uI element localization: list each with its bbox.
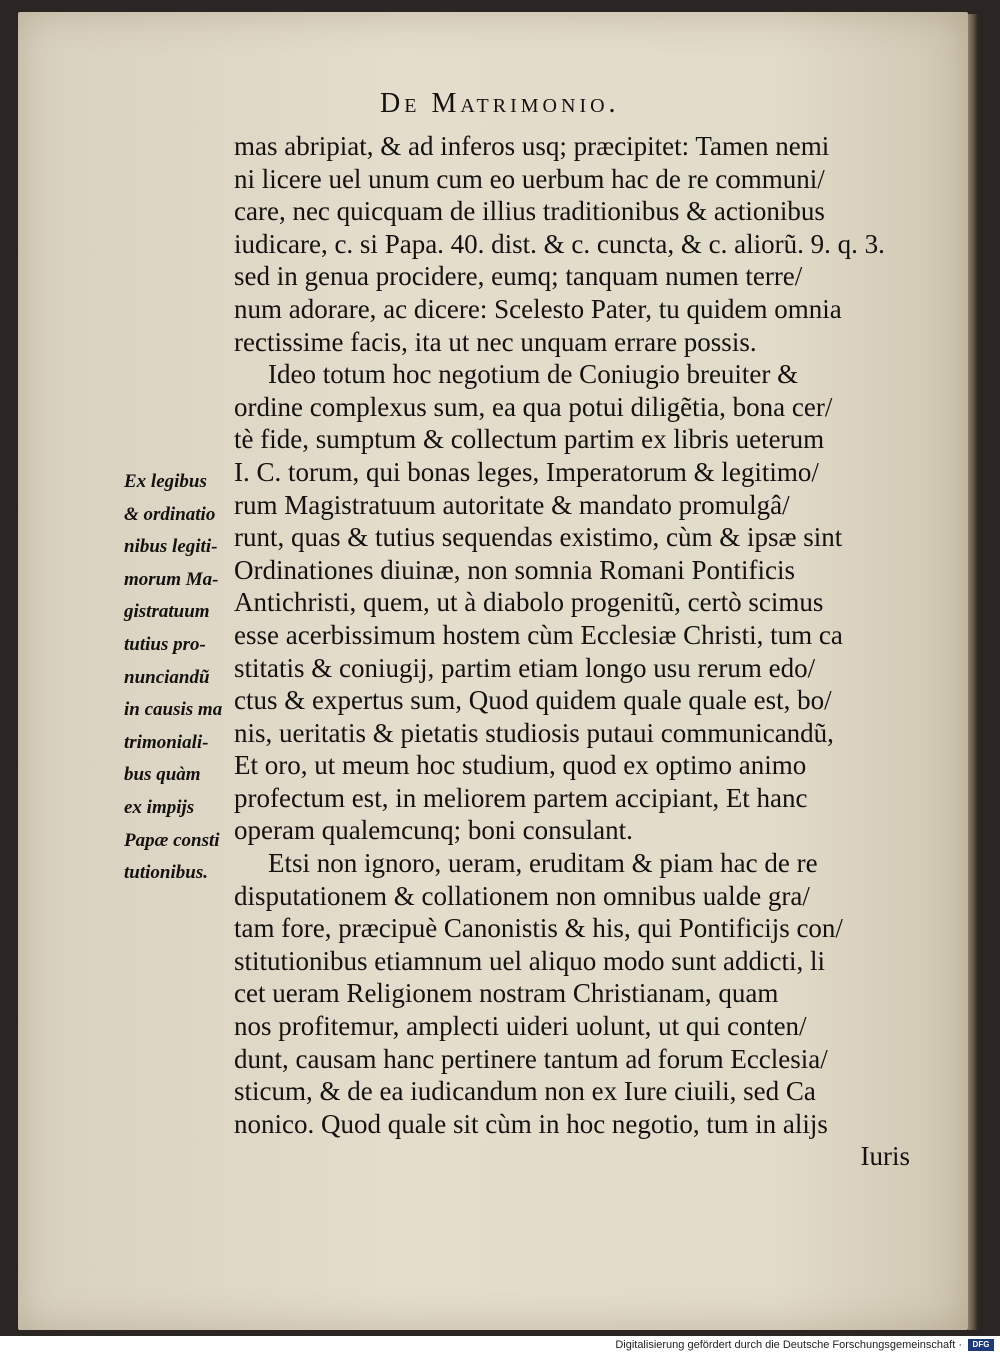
text-line: operam qualemcunq; boni consulant. <box>234 815 633 846</box>
margin-note-line: in causis ma <box>124 699 223 721</box>
text-line: runt, quas & tutius sequendas existimo, cùm & ipsæ sint <box>234 522 843 553</box>
text-line: ctus & expertus sum, Quod quidem quale quale est, bo/ <box>234 685 832 716</box>
catchword: Iuris <box>860 1141 910 1172</box>
text-line: Ordinationes diuinæ, non somnia Romani Pontificis <box>234 554 795 585</box>
margin-note <box>124 466 244 890</box>
margin-note-line: gistratuum <box>124 601 210 623</box>
text-line: I. C. torum, qui bonas leges, Imperatorum & legitimo/ <box>234 456 819 487</box>
margin-note-line: ex impijs <box>124 796 195 818</box>
margin-note-line: Papæ consti <box>124 829 220 851</box>
funding-credit: Digitalisierung gefördert durch die Deutsche Forschungsgemeinschaft · <box>615 1339 962 1351</box>
text-line: ni licere uel unum cum eo uerbum hac de re communi/ <box>234 163 825 194</box>
margin-note-line: nibus legiti- <box>124 536 218 558</box>
margin-note-line: trimoniali- <box>124 731 209 753</box>
text-line: rectissime facis, ita ut nec unquam errare possis. <box>234 326 757 357</box>
text-line: tam fore, præcipuè Canonistis & his, qui Pontificijs con/ <box>234 913 843 944</box>
text-line: nis, ueritatis & pietatis studiosis putaui communicandũ, <box>234 717 834 748</box>
text-line: esse acerbissimum hostem cùm Ecclesiæ Christi, tum ca <box>234 619 843 650</box>
text-line: stitutionibus etiamnum uel aliquo modo sunt addicti, li <box>234 945 825 976</box>
text-line: rum Magistratuum autoritate & mandato promulgâ/ <box>234 489 790 520</box>
text-line: disputationem & collationem non omnibus ualde gra/ <box>234 880 810 911</box>
text-line: stitatis & coniugij, partim etiam longo usu rerum edo/ <box>234 652 816 683</box>
text-line: num adorare, ac dicere: Scelesto Pater, tu quidem omnia <box>234 293 842 324</box>
footer-bar <box>0 1336 1000 1354</box>
body-text <box>234 130 914 1173</box>
text-line: iudicare, c. si Papa. 40. dist. & c. cuncta, & c. aliorũ. 9. q. 3. <box>234 228 885 259</box>
text-line: Antichristi, quem, ut à diabolo progenitũ, certò scimus <box>234 587 824 618</box>
text-line: Ideo totum hoc negotium de Coniugio breuiter & <box>268 359 799 390</box>
margin-note-line: tutius pro- <box>124 633 206 655</box>
page-edge <box>968 14 978 1330</box>
text-line: nonico. Quod quale sit cùm in hoc negotio, tum in alijs <box>234 1108 828 1139</box>
margin-note-line: nunciandũ <box>124 666 210 688</box>
margin-note-line: Ex legibus <box>124 471 207 492</box>
text-line: mas abripiat, & ad inferos usq; præcipitet: Tamen nemi <box>234 131 830 161</box>
text-line: dunt, causam hanc pertinere tantum ad forum Ecclesia/ <box>234 1043 828 1074</box>
text-line: sed in genua procidere, eumq; tanquam numen terre/ <box>234 261 803 292</box>
text-line: nos profitemur, amplecti uideri uolunt, ut qui conten/ <box>234 1011 807 1042</box>
text-line: ordine complexus sum, ea qua potui diligẽtia, bona cer/ <box>234 391 833 422</box>
dfg-logo: DFG <box>968 1339 994 1351</box>
text-line: profectum est, in meliorem partem accipiant, Et hanc <box>234 782 808 813</box>
margin-note-line: morum Ma- <box>124 568 219 590</box>
text-line: cet ueram Religionem nostram Christianam, quam <box>234 978 779 1009</box>
margin-note-line: tutionibus. <box>124 862 208 884</box>
text-line: tè fide, sumptum & collectum partim ex libris ueterum <box>234 424 825 455</box>
running-head: De Matrimonio. <box>380 88 620 119</box>
text-line: sticum, & de ea iudicandum non ex Iure ciuili, sed Ca <box>234 1076 816 1107</box>
margin-note-line: bus quàm <box>124 764 201 786</box>
margin-note-line: & ordinatio <box>124 503 216 525</box>
text-line: Etsi non ignoro, ueram, eruditam & piam hac de re <box>268 848 818 879</box>
text-line: Et oro, ut meum hoc studium, quod ex optimo animo <box>234 750 807 781</box>
text-line: care, nec quicquam de illius traditionibus & actionibus <box>234 196 825 227</box>
